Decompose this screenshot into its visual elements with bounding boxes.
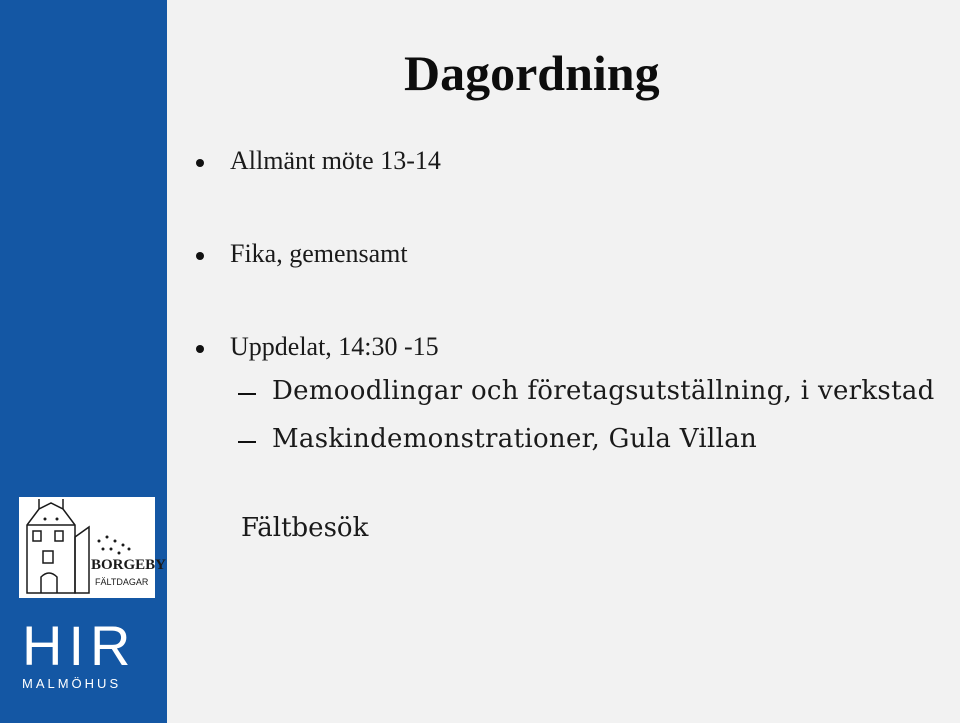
- bullet-icon: [196, 159, 204, 167]
- sub-item-text: Maskindemonstrationer, Gula Villan: [272, 424, 758, 454]
- footer-item: Fältbesök: [241, 513, 369, 543]
- bullet-icon: [196, 252, 204, 260]
- sidebar: [0, 0, 167, 723]
- bullet-text: Allmänt möte 13-14: [230, 146, 441, 175]
- borgeby-logo: [19, 497, 167, 598]
- logo-subtitle: FÄLTDAGAR: [95, 577, 149, 587]
- hir-logo: [22, 614, 137, 691]
- logo-name: BORGEBY: [91, 557, 167, 573]
- dash-icon: [238, 393, 256, 395]
- dash-icon: [238, 441, 256, 443]
- hir-logo-subtext: MALMÖHUS: [22, 676, 122, 691]
- bullet-icon: [196, 345, 204, 353]
- bullet-text: Uppdelat, 14:30 -15: [230, 332, 439, 361]
- sub-item-text: Demoodlingar och företagsutställning, i verkstad: [272, 376, 935, 406]
- slide-title: Dagordning: [404, 45, 660, 101]
- hir-logo-text: HIR: [22, 614, 137, 677]
- bullet-text: Fika, gemensamt: [230, 239, 408, 268]
